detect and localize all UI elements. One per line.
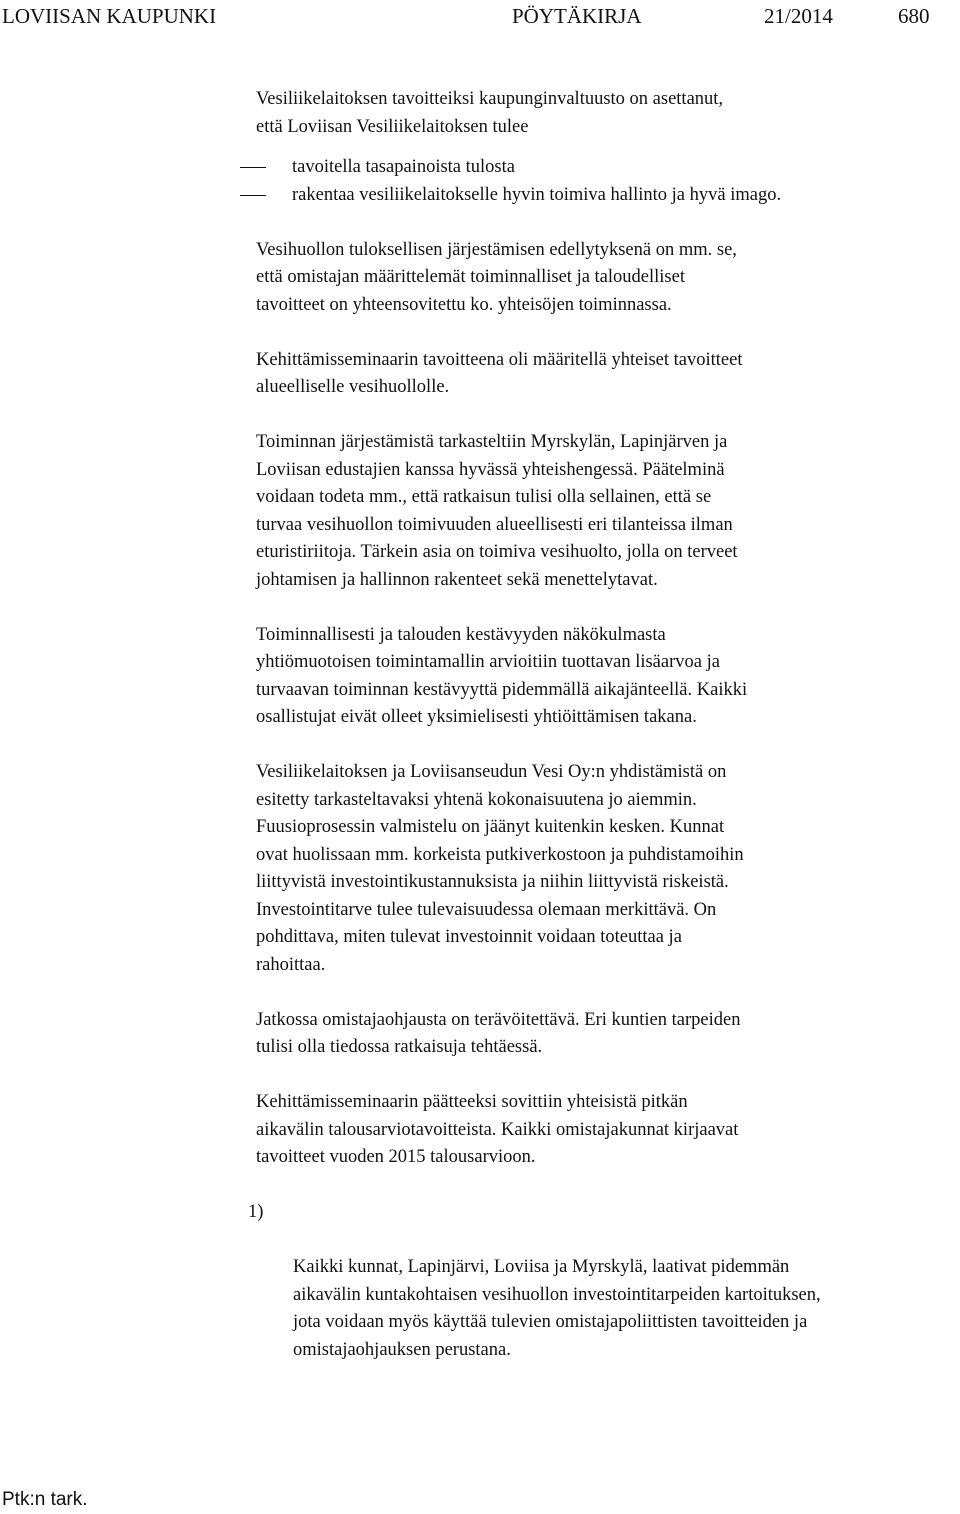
- goals-list: [240, 154, 946, 209]
- list-item-text: rakentaa vesiliikelaitokselle hyvin toimiva hallinto ja hyvä imago.: [292, 184, 782, 205]
- dash-bullet-icon: [240, 167, 266, 168]
- paragraph-budget-goals: Kehittämisseminaarin päätteeksi sovittiin yhteisistä pitkän aikavälin talousarviotavoitteista. Kaikki omistajakunnat kirjaavat tavoitteet vuoden 2015 talousarvioon.: [256, 1092, 739, 1167]
- paragraph-goals-intro: Vesiliikelaitoksen tavoitteiksi kaupunginvaltuusto on asettanut, että Loviisan Vesiliikelaitoksen tulee: [256, 89, 724, 137]
- page-header: [0, 0, 960, 30]
- organization-name: LOVIISAN KAUPUNKI: [2, 4, 217, 28]
- page-number: 680: [898, 4, 930, 28]
- dash-bullet-icon: [240, 195, 266, 196]
- list-item: [248, 1199, 946, 1364]
- paragraph-seminar-goal: Kehittämisseminaarin tavoitteena oli määritellä yhteiset tavoitteet alueelliselle vesihuollolle.: [256, 349, 743, 397]
- numbered-list: [248, 1199, 946, 1364]
- list-item-text: Kaikki kunnat, Lapinjärvi, Loviisa ja Myrskylä, laativat pidemmän aikavälin kuntakohtaisen vesihuollon investointitarpeiden kartoituksen, jota voidaan myös käyttää tulevien omistajapoliittisten tavoitteiden ja omistajaohjauksen perustana.: [293, 1257, 821, 1360]
- meeting-number: 21/2014: [764, 4, 833, 28]
- document-type: PÖYTÄKIRJA: [512, 4, 642, 28]
- list-item-text: tavoitella tasapainoista tulosta: [292, 157, 515, 177]
- paragraph-organization-review: Toiminnan järjestämistä tarkasteltiin Myrskylän, Lapinjärven ja Loviisan edustajien kanssa hyvässä yhteishengessä. Päätelminä voidaan todeta mm., että ratkaisun tulisi olla sellainen, että se turvaa vesihuollon toimivuuden alueellisesti eri tilanteissa ilman eturistiriitoja. Tärkein asia on toimiva vesihuolto, jolla on terveet johtamisen ja hallinnon rakenteet sekä menettelytavat.: [256, 432, 738, 590]
- paragraph-prerequisites: Vesihuollon tuloksellisen järjestämisen edellytyksenä on mm. se, että omistajan määrittelemät toiminnalliset ja taloudelliset tavoitteet on yhteensovitettu ko. yhteisöjen toiminnassa.: [256, 239, 737, 315]
- document-body: [248, 86, 946, 1364]
- footer-inspection-label: Ptk:n tark.: [2, 1489, 88, 1510]
- list-item-number: 1): [248, 1202, 264, 1222]
- paragraph-ownership-steering: Jatkossa omistajaohjausta on terävöitettävä. Eri kuntien tarpeiden tulisi olla tiedossa ratkaisuja tehtäessä.: [256, 1009, 741, 1057]
- list-item: [240, 154, 946, 182]
- paragraph-merger: Vesiliikelaitoksen ja Loviisanseudun Vesi Oy:n yhdistämistä on esitetty tarkasteltavaksi yhtenä kokonaisuutena jo aiemmin. Fuusioprosessin valmistelu on jäänyt kuitenkin kesken. Kunnat ovat huolissaan mm. korkeista putkiverkostoon ja puhdistamoihin liittyvistä investointikustannuksista ja niihin liittyvistä riskeistä. Investointitarve tulee tulevaisuudessa olemaan merkittävä. On pohdittava, miten tulevat investoinnit voidaan toteuttaa ja rahoittaa.: [256, 762, 744, 975]
- list-item: [240, 182, 946, 210]
- paragraph-sustainability: Toiminnallisesti ja talouden kestävyyden näkökulmasta yhtiömuotoisen toimintamallin arvioitiin tuottavan lisäarvoa ja turvaavan toiminnan kestävyyttä pidemmällä aikajänteellä. Kaikki osallistujat eivät olleet yksimielisesti yhtiöittämisen takana.: [256, 624, 748, 727]
